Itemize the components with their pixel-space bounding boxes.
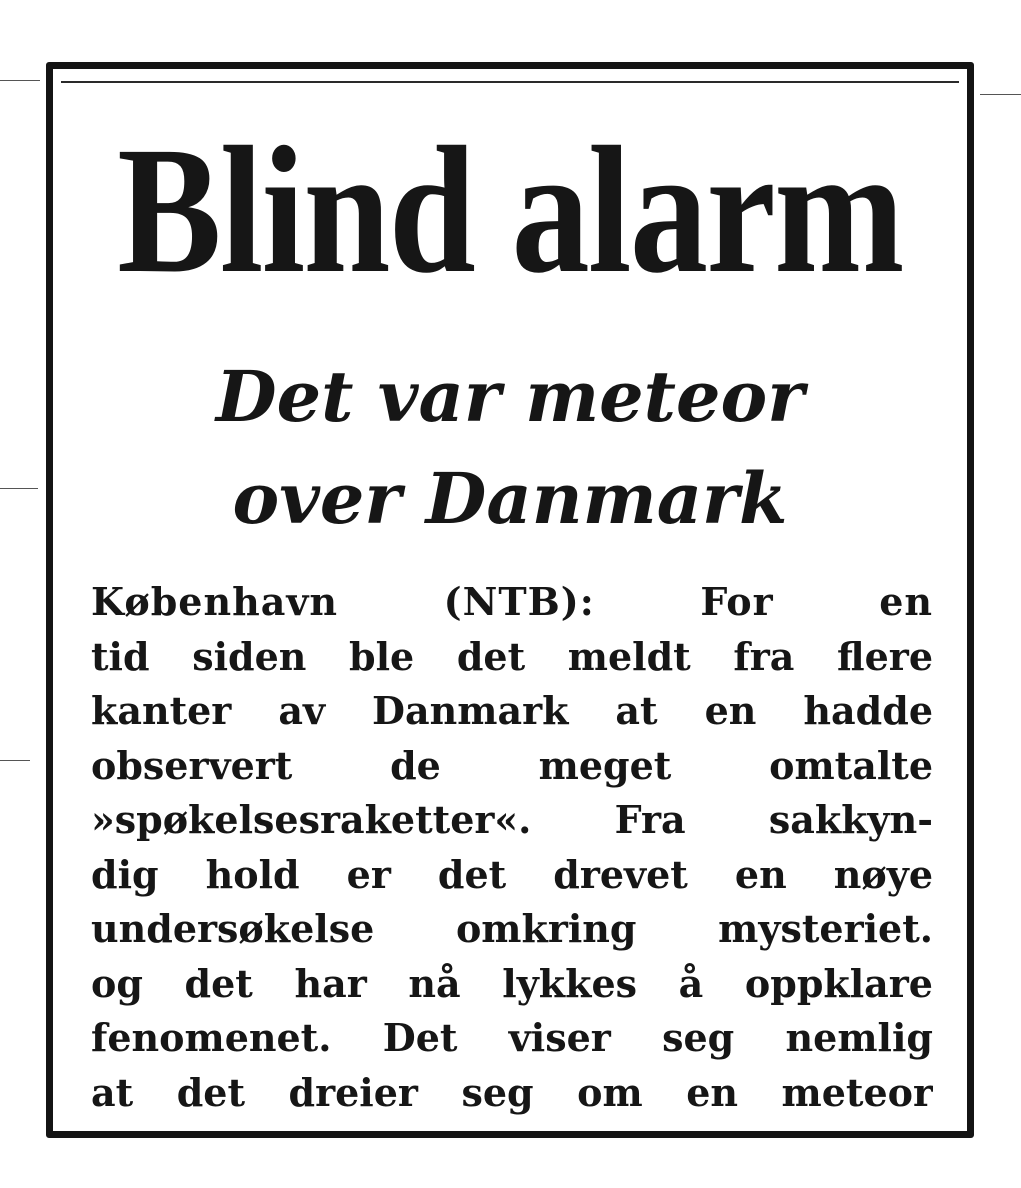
- print-speck: [980, 94, 1021, 95]
- print-speck: [0, 488, 38, 489]
- headline: Blind alarm: [117, 110, 903, 311]
- body-line: observert de meget omtalte: [91, 742, 933, 788]
- body-line: tid siden ble det meldt fra flere: [91, 633, 933, 679]
- subheadline-line-1: Det var meteor: [215, 355, 805, 438]
- body-line: dig hold er det drevet en nøye: [91, 851, 933, 897]
- print-speck: [0, 80, 40, 81]
- newspaper-clipping: [46, 62, 974, 1138]
- subheadline-line-2: over Danmark: [232, 457, 788, 540]
- print-speck: [0, 760, 30, 761]
- body-line: og det har nå lykkes å oppklare: [91, 960, 933, 1006]
- body-line: undersøkelse omkring mysteriet.: [91, 906, 933, 951]
- body-line: fenomenet. Det viser seg nemlig: [91, 1015, 933, 1060]
- body-line: København (NTB): For en: [91, 579, 933, 624]
- body-line: kanter av Danmark at en hadde: [91, 688, 933, 733]
- body-line: »spøkelsesraketter«. Fra sakkyn-: [91, 797, 933, 842]
- top-rule: [61, 81, 959, 83]
- body-line: at det dreier seg om en meteor: [91, 1069, 933, 1115]
- article-body: [91, 575, 933, 1120]
